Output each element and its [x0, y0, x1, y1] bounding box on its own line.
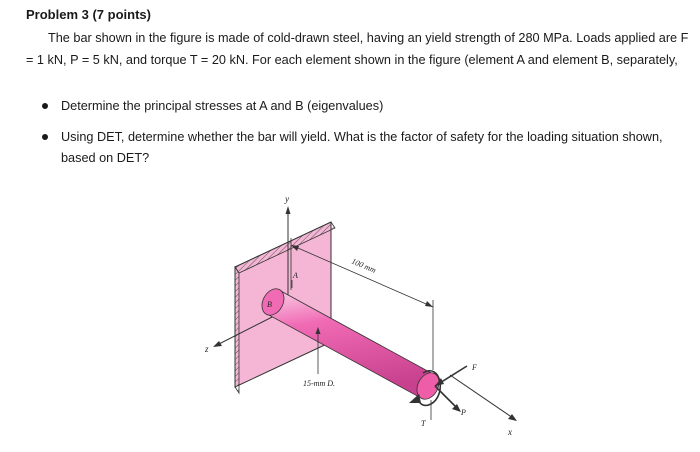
bullet-icon: [42, 103, 48, 109]
force-p-arrow: [435, 386, 466, 417]
x-axis: [450, 375, 517, 437]
task-item: [40, 96, 680, 117]
length-label: 100 mm: [350, 256, 378, 275]
task-item: [40, 127, 680, 169]
problem-heading: Problem 3 (7 points): [26, 7, 151, 22]
force-f-arrow: [435, 363, 477, 386]
point-a-label: A: [293, 271, 298, 280]
force-f-label: F: [472, 363, 477, 372]
task-text: Determine the principal stresses at A and B (eigenvalues): [61, 99, 384, 113]
diameter-label: 15-mm D.: [303, 379, 335, 388]
z-axis-label: z: [205, 344, 209, 354]
y-axis-label: y: [285, 194, 289, 204]
point-b-label: B: [267, 300, 272, 309]
task-list: [40, 96, 680, 179]
force-p-label: P: [461, 408, 466, 417]
problem-statement: The bar shown in the figure is made of cold-drawn steel, having an yield strength of 280 MPa. Loads applied are F = 1 kN, P = 5 kN, and torque T = 20 kN. For each element shown in the figure (element A and element B, separately,: [26, 31, 689, 67]
task-text: Using DET, determine whether the bar will yield. What is the factor of safety for the loading situation shown, based on DET?: [61, 130, 663, 165]
bar-figure: [195, 190, 535, 452]
torque-label: T: [421, 419, 426, 428]
x-axis-label: x: [508, 427, 512, 437]
bullet-icon: [42, 134, 48, 140]
